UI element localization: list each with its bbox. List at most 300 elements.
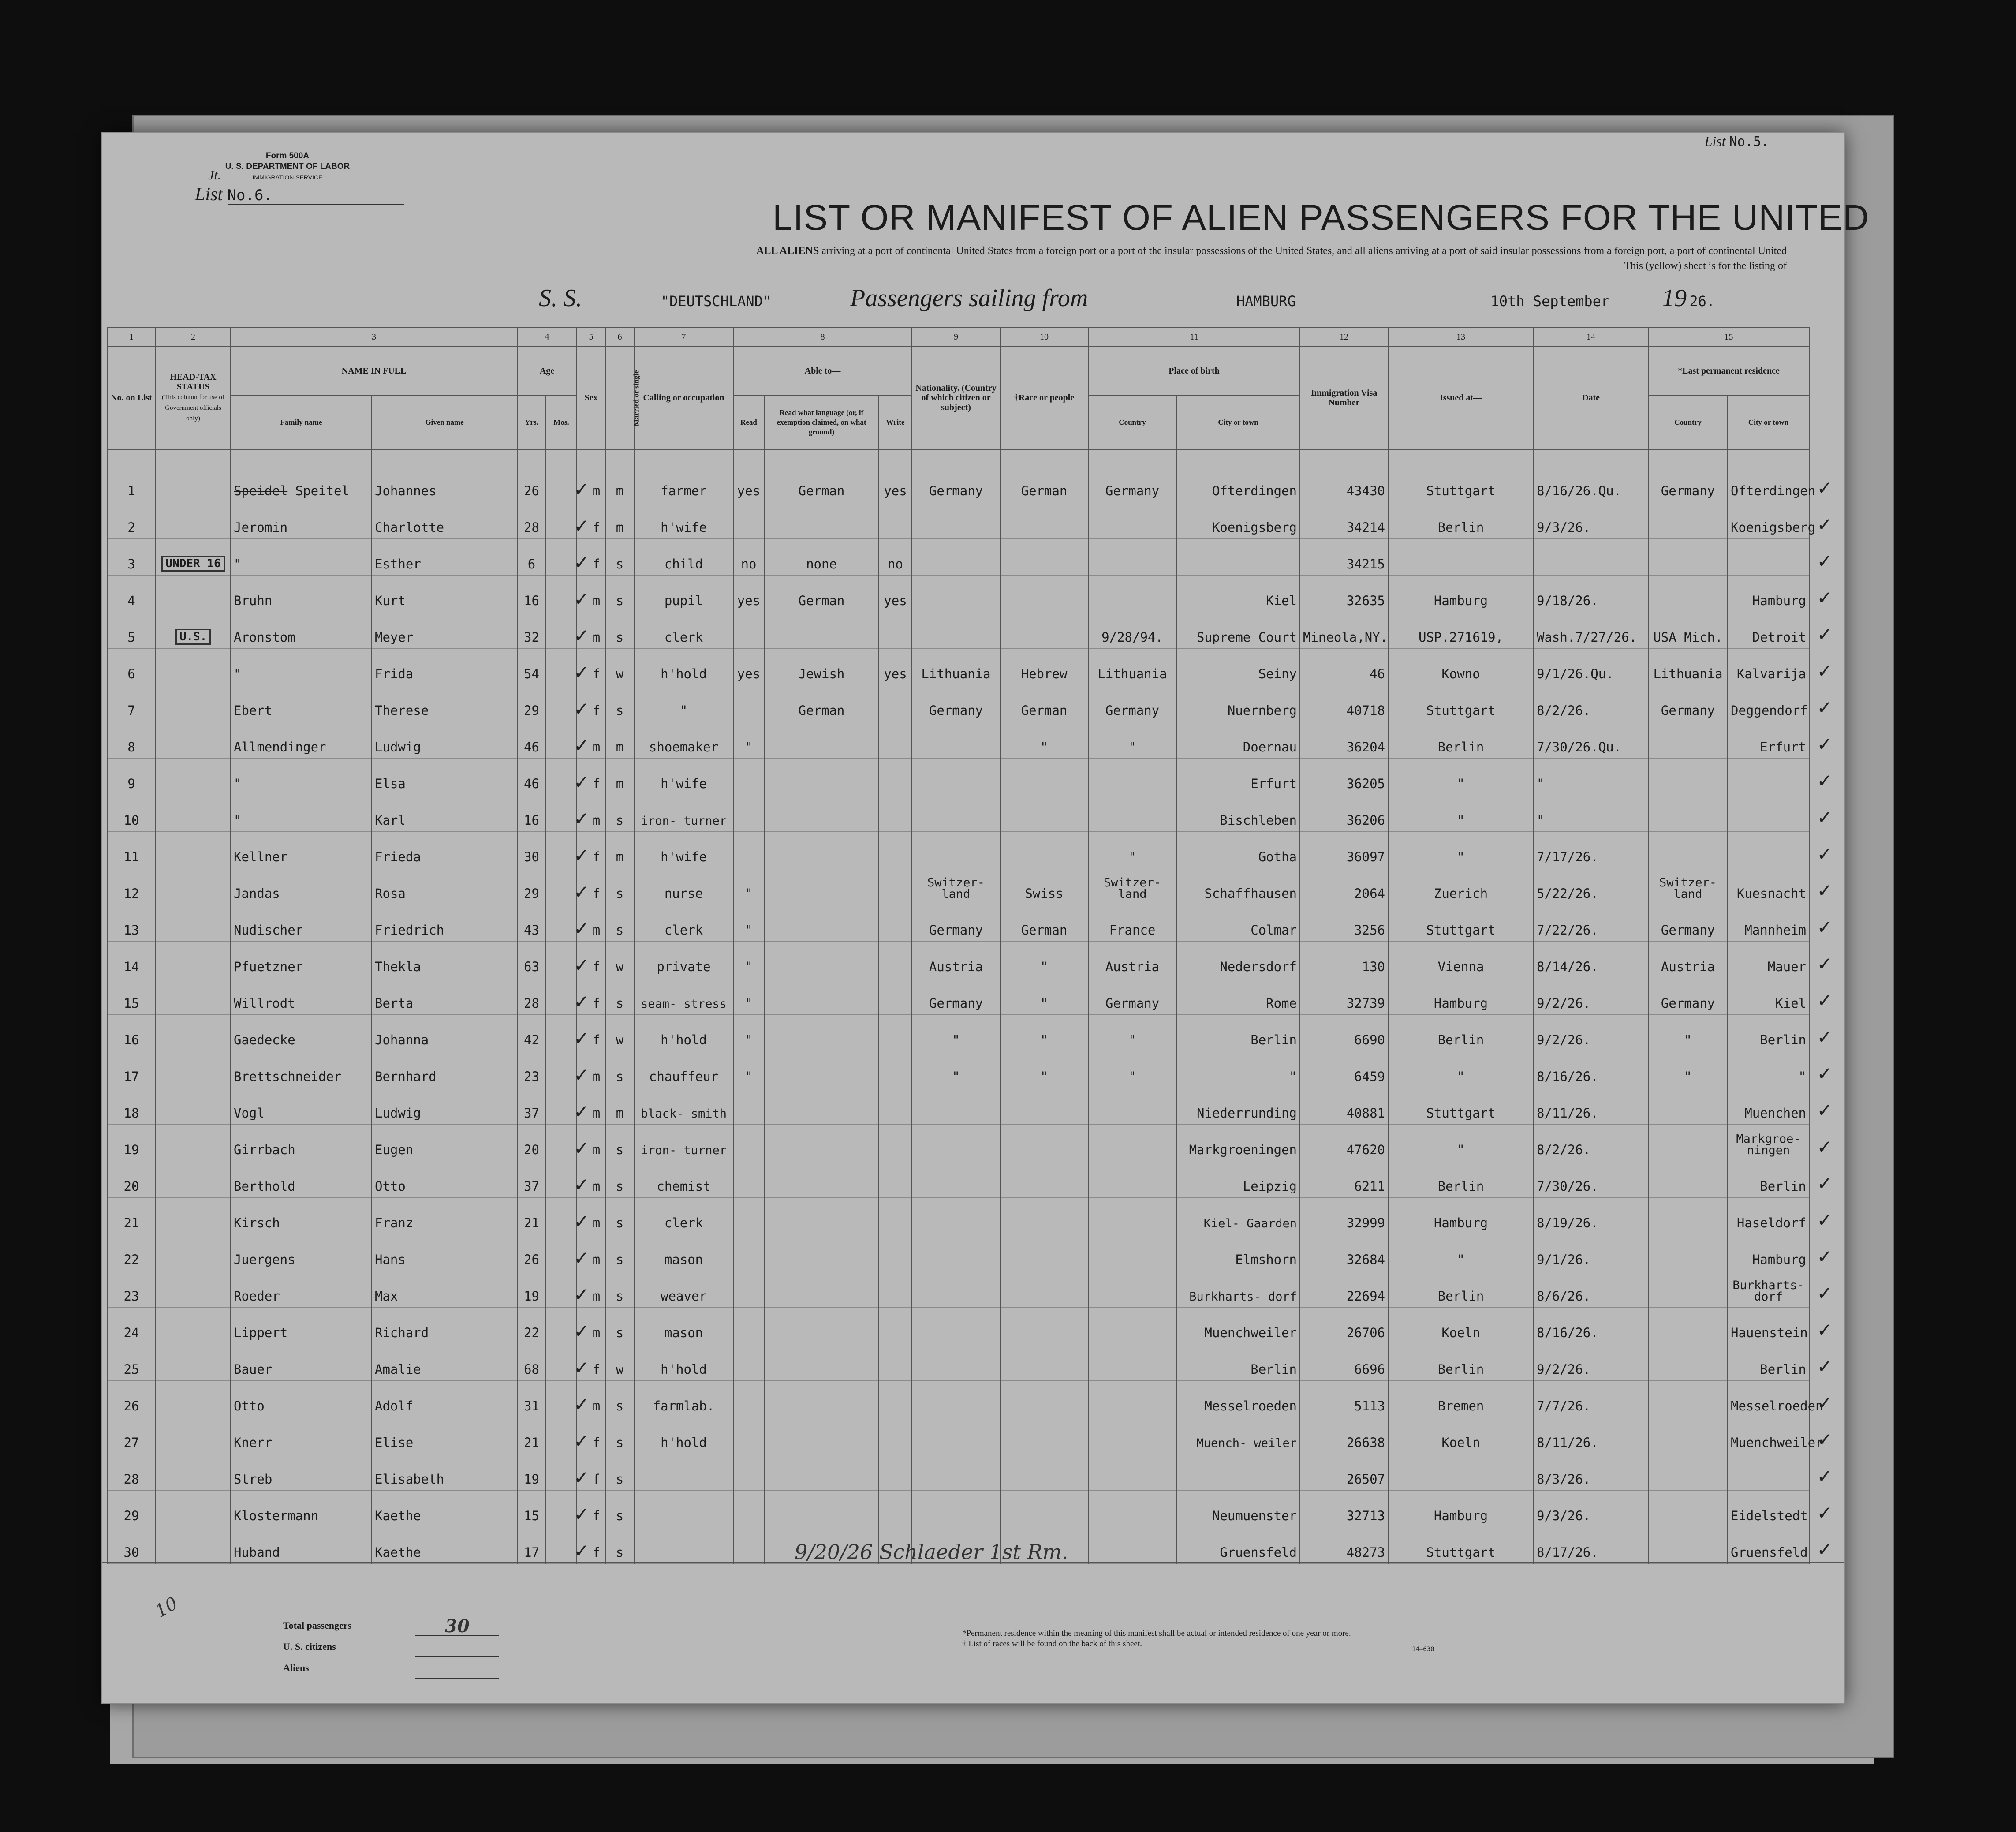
cell-no <box>107 1417 156 1454</box>
cell-nationality <box>912 1088 1000 1125</box>
cell-yrs <box>517 1308 546 1344</box>
b-country-value: " <box>1128 1032 1136 1047</box>
cell-nationality <box>912 1454 1000 1491</box>
cell-ms <box>605 1344 634 1381</box>
check-mark-icon: ✓ <box>574 735 590 756</box>
cell-given <box>372 1015 517 1051</box>
b-city-value: Niederrunding <box>1197 1106 1297 1121</box>
write-value: yes <box>884 483 907 498</box>
no-value: 6 <box>127 666 135 681</box>
cell-r-city <box>1728 612 1809 649</box>
cell-sex <box>574 978 605 1015</box>
no-value: 4 <box>127 593 135 608</box>
r-city-value: Hamburg <box>1752 1252 1807 1267</box>
vdate-value: 7/17/26. <box>1537 849 1598 864</box>
cell-r-country <box>1648 502 1728 539</box>
visa-value: 32684 <box>1346 1252 1385 1267</box>
cell-r-city <box>1728 502 1816 539</box>
vdate-value: 8/19/26. <box>1537 1215 1598 1230</box>
cell-head-tax <box>156 942 231 978</box>
vdate-value: 9/1/26.Qu. <box>1537 666 1614 681</box>
calling-value: black- smith <box>640 1107 727 1121</box>
cell-b-city <box>1176 649 1300 685</box>
cell-yrs <box>517 1198 546 1234</box>
cell-race <box>1000 1381 1088 1417</box>
visa-value: 40881 <box>1346 1106 1385 1121</box>
cell-ms <box>605 832 634 868</box>
cell-calling <box>634 1271 733 1308</box>
no-value: 17 <box>123 1069 139 1084</box>
cell-calling <box>634 576 733 612</box>
cell-ms <box>605 1381 634 1417</box>
cell-calling <box>634 1491 733 1527</box>
family-name: Gaedecke <box>234 1032 295 1047</box>
cell-family-name <box>231 1308 372 1344</box>
cell-b-country <box>1088 1417 1176 1454</box>
cell-race <box>1000 502 1088 539</box>
read-value: " <box>745 886 753 901</box>
cell-calling <box>634 1088 733 1125</box>
cell-no <box>107 1125 156 1161</box>
cell-race <box>1000 1234 1088 1271</box>
cell-visa <box>1300 832 1388 868</box>
cell-r-city <box>1728 539 1809 576</box>
cell-calling <box>634 1527 733 1564</box>
margin-check <box>1809 612 1840 649</box>
margin-check <box>1809 868 1840 905</box>
ms-value: s <box>616 1215 624 1230</box>
calling-value: clerk <box>664 630 703 645</box>
cell-nationality <box>912 1417 1000 1454</box>
cell-given <box>372 1308 517 1344</box>
cell-mos <box>546 1308 577 1344</box>
cell-yrs <box>517 1051 546 1088</box>
cell-visa <box>1300 685 1388 722</box>
b-city-value: Ofterdingen <box>1212 483 1297 498</box>
cell-r-city <box>1728 795 1809 832</box>
given-value: Kaethe <box>375 1545 421 1560</box>
b-city-value: Rome <box>1266 996 1297 1011</box>
sex-value: f <box>592 1508 601 1523</box>
cell-issued <box>1388 1051 1534 1088</box>
cell-write <box>879 832 912 868</box>
calling-value: h'wife <box>661 849 707 864</box>
cell-b-country <box>1088 832 1176 868</box>
cell-yrs <box>517 1527 546 1564</box>
given-value: Elisabeth <box>375 1472 444 1487</box>
cell-sex <box>574 795 605 832</box>
check-mark-icon: ✓ <box>1817 660 1833 682</box>
cell-language <box>764 942 879 978</box>
cell-language <box>764 1308 879 1344</box>
cell-r-country <box>1648 868 1728 905</box>
check-mark-icon: ✓ <box>1817 1502 1833 1524</box>
cell-mos <box>546 685 577 722</box>
cell-head-tax <box>156 1417 231 1454</box>
table-row <box>107 1198 1840 1234</box>
calling-value: h'hold <box>661 1032 707 1047</box>
cell-sex <box>574 612 605 649</box>
visa-value: 6459 <box>1354 1069 1385 1084</box>
page-title: LIST OR MANIFEST OF ALIEN PASSENGERS FOR THE UNITED <box>773 198 1870 238</box>
issued-at-header: Issued at— <box>1388 346 1534 449</box>
sailing-label: Passengers sailing from <box>850 284 1088 312</box>
yrs-value: 17 <box>524 1545 539 1560</box>
no-value: 9 <box>127 776 135 791</box>
cell-vdate <box>1534 1271 1648 1308</box>
yrs-value: 37 <box>524 1179 539 1194</box>
cell-b-city <box>1176 722 1300 759</box>
no-value: 2 <box>127 520 135 535</box>
cell-calling <box>634 1198 733 1234</box>
cell-read <box>733 1527 764 1564</box>
no-value: 5 <box>127 630 135 645</box>
given-name-header: Given name <box>372 396 517 449</box>
b-city-value: Erfurt <box>1251 776 1297 791</box>
cell-b-country <box>1088 978 1176 1015</box>
margin-check <box>1809 649 1840 685</box>
total-passengers-row <box>283 1615 499 1636</box>
cell-b-country <box>1088 576 1176 612</box>
read-value: " <box>745 923 753 938</box>
given-value: Elsa <box>375 776 406 791</box>
r-city-value: Kalvarija <box>1736 666 1807 681</box>
cell-b-city <box>1176 685 1300 722</box>
cell-language <box>764 978 879 1015</box>
cell-vdate <box>1534 795 1648 832</box>
cell-b-city <box>1176 449 1300 502</box>
cell-visa <box>1300 1161 1388 1198</box>
language-value: German <box>798 703 845 718</box>
r-country-value: Germany <box>1661 703 1715 718</box>
cell-calling <box>634 905 733 942</box>
cell-mos <box>546 832 577 868</box>
yrs-value: 29 <box>524 703 539 718</box>
cell-b-country <box>1088 612 1176 649</box>
cell-b-city <box>1176 942 1300 978</box>
cell-vdate <box>1534 685 1648 722</box>
cell-yrs <box>517 1234 546 1271</box>
family-name: " <box>234 557 242 572</box>
cell-ms <box>605 1125 634 1161</box>
cell-language <box>764 649 879 685</box>
issued-value: Berlin <box>1437 1289 1484 1304</box>
cell-head-tax <box>156 722 231 759</box>
cell-language <box>764 1234 879 1271</box>
r-city-value: Muenchen <box>1744 1106 1807 1121</box>
margin-check <box>1809 1015 1840 1051</box>
check-mark-icon: ✓ <box>574 1137 590 1159</box>
ss-label: S. S. <box>539 284 582 312</box>
nationality-value: Germany <box>929 483 983 498</box>
write-value: no <box>888 557 903 572</box>
column-number: 6 <box>605 328 634 346</box>
calling-value: mason <box>664 1325 703 1340</box>
table-row <box>107 905 1840 942</box>
ms-value: s <box>616 1472 624 1487</box>
cell-vdate <box>1534 832 1648 868</box>
cell-r-country <box>1648 612 1728 649</box>
column-number: 3 <box>231 328 517 346</box>
cell-no <box>107 832 156 868</box>
cell-b-country <box>1088 1051 1176 1088</box>
b-country-value: 9/28/94. <box>1101 630 1163 645</box>
cell-r-country <box>1648 759 1728 795</box>
cell-calling <box>634 449 733 502</box>
cell-nationality <box>912 1491 1000 1527</box>
r-city-value: Kiel <box>1775 996 1807 1011</box>
cell-head-tax <box>156 1198 231 1234</box>
cell-issued <box>1388 1381 1534 1417</box>
cell-sex <box>574 1344 605 1381</box>
r-country-value: " <box>1684 1069 1692 1084</box>
cell-b-country <box>1088 1015 1176 1051</box>
issued-value: Hamburg <box>1434 1215 1488 1230</box>
cell-r-city <box>1728 685 1809 722</box>
cell-yrs <box>517 1088 546 1125</box>
vdate-value: 9/1/26. <box>1537 1252 1591 1267</box>
table-row <box>107 1491 1840 1527</box>
given-value: Ludwig <box>375 740 421 755</box>
cell-r-city <box>1728 1308 1809 1344</box>
margin-check <box>1809 942 1840 978</box>
no-value: 25 <box>123 1362 139 1377</box>
cell-b-country <box>1088 1308 1176 1344</box>
cell-write <box>879 1381 912 1417</box>
cell-mos <box>546 1234 577 1271</box>
manifest-table <box>107 327 1840 1564</box>
family-name: Klostermann <box>234 1508 319 1523</box>
family-name: Streb <box>234 1472 273 1487</box>
vdate-value: 8/2/26. <box>1537 703 1591 718</box>
cell-r-city <box>1728 1051 1809 1088</box>
ms-value: s <box>616 1289 624 1304</box>
calling-value: mason <box>664 1252 703 1267</box>
cell-visa <box>1300 1088 1388 1125</box>
cell-visa <box>1300 1381 1388 1417</box>
cell-head-tax <box>156 1234 231 1271</box>
cell-ms <box>605 1198 634 1234</box>
yrs-value: 21 <box>524 1435 539 1450</box>
yrs-value: 31 <box>524 1398 539 1413</box>
cell-head-tax <box>156 685 231 722</box>
married-header: Married or single <box>605 346 634 449</box>
cell-sex <box>574 905 605 942</box>
cell-issued <box>1388 1491 1534 1527</box>
b-city-value: Muench- weiler <box>1196 1436 1297 1450</box>
cell-mos <box>546 905 577 942</box>
year-prefix: 19 <box>1662 284 1687 312</box>
cell-nationality <box>912 612 1000 649</box>
cell-family-name <box>231 1417 372 1454</box>
r-city-value: Burkharts- dorf <box>1732 1279 1804 1304</box>
cell-no <box>107 649 156 685</box>
cell-given <box>372 1088 517 1125</box>
cell-race <box>1000 905 1088 942</box>
cell-issued <box>1388 759 1534 795</box>
cell-calling <box>634 1015 733 1051</box>
cell-nationality <box>912 1015 1000 1051</box>
us-citizens-label: U. S. citizens <box>283 1641 336 1652</box>
cell-language <box>764 502 879 539</box>
cell-read <box>733 722 764 759</box>
cell-b-city <box>1176 1527 1300 1564</box>
check-mark-icon: ✓ <box>1817 1392 1833 1414</box>
check-mark-icon: ✓ <box>1817 1026 1833 1048</box>
given-value: Hans <box>375 1252 406 1267</box>
table-row <box>107 1088 1840 1125</box>
cell-r-city <box>1728 1491 1809 1527</box>
cell-r-city <box>1728 576 1809 612</box>
cell-mos <box>546 1015 577 1051</box>
cell-r-country <box>1648 795 1728 832</box>
cell-vdate <box>1534 1308 1648 1344</box>
cell-given <box>372 1527 517 1564</box>
r-country-value: " <box>1684 1032 1692 1047</box>
cell-issued <box>1388 1308 1534 1344</box>
cell-b-country <box>1088 795 1176 832</box>
vdate-value: " <box>1537 813 1545 828</box>
cell-b-country <box>1088 1234 1176 1271</box>
residence-city-header: City or town <box>1728 396 1809 449</box>
visa-value: 40718 <box>1346 703 1385 718</box>
cell-calling <box>634 1051 733 1088</box>
r-country-value: USA Mich. <box>1653 630 1723 645</box>
cell-vdate <box>1534 905 1648 942</box>
table-row <box>107 1051 1840 1088</box>
visa-value: 2064 <box>1354 886 1385 901</box>
cell-ms <box>605 1454 634 1491</box>
cell-visa <box>1300 905 1388 942</box>
cell-b-city <box>1176 978 1300 1015</box>
table-row <box>107 868 1840 905</box>
check-mark-icon: ✓ <box>574 552 590 573</box>
cell-given <box>372 1198 517 1234</box>
cell-r-country <box>1648 1125 1728 1161</box>
cell-mos <box>546 978 577 1015</box>
cell-r-country <box>1648 1527 1728 1564</box>
page-subtitle <box>446 243 1787 273</box>
cell-ms <box>605 1051 634 1088</box>
b-city-value: Muenchweiler <box>1204 1325 1297 1340</box>
table-row <box>107 612 1840 649</box>
cell-calling <box>634 1161 733 1198</box>
cell-nationality <box>912 1271 1000 1308</box>
cell-write <box>879 1344 912 1381</box>
nationality-header: Nationality. (Country of which citizen or subject) <box>912 346 1000 449</box>
cell-head-tax <box>156 1491 231 1527</box>
cell-head-tax <box>156 449 231 502</box>
subtitle-line2: This (yellow) sheet is for the listing of <box>1624 260 1787 272</box>
b-city-value: Nuernberg <box>1227 703 1297 718</box>
subtitle-text: arriving at a port of continental United States from a foreign port or a port of the insular possessions of the United States, and all aliens arriving at a port of said insular possessions from a foreign port, a port of continental United <box>821 245 1787 257</box>
calling-value: clerk <box>664 923 703 938</box>
visa-value: 34215 <box>1346 557 1385 572</box>
column-number-row <box>107 328 1840 346</box>
ms-value: s <box>616 1069 624 1084</box>
check-mark-icon: ✓ <box>1817 1538 1833 1560</box>
cell-r-country <box>1648 1417 1728 1454</box>
yrs-value: 19 <box>524 1472 539 1487</box>
cell-issued <box>1388 1161 1534 1198</box>
cell-write <box>879 612 912 649</box>
check-mark-icon: ✓ <box>574 991 590 1013</box>
cell-given <box>372 1234 517 1271</box>
cell-mos <box>546 1088 577 1125</box>
issued-value: Berlin <box>1437 740 1484 755</box>
race-value: " <box>1040 996 1048 1011</box>
table-row <box>107 795 1840 832</box>
cell-family-name <box>231 1161 372 1198</box>
cell-b-city <box>1176 795 1300 832</box>
race-value: " <box>1040 740 1048 755</box>
ms-value: m <box>616 740 624 755</box>
cell-b-country <box>1088 1454 1176 1491</box>
margin-check <box>1809 1271 1840 1308</box>
cell-b-city <box>1176 1491 1300 1527</box>
sex-value: f <box>592 557 601 572</box>
sex-value: m <box>592 630 601 645</box>
cell-family-name <box>231 1015 372 1051</box>
cell-head-tax <box>156 1344 231 1381</box>
cell-issued <box>1388 978 1534 1015</box>
check-mark-icon: ✓ <box>574 1101 590 1122</box>
ms-value: s <box>616 1179 624 1194</box>
cell-visa <box>1300 795 1388 832</box>
aliens-value <box>415 1678 499 1679</box>
cell-write <box>879 978 912 1015</box>
race-value: Hebrew <box>1021 666 1068 681</box>
cell-visa <box>1300 722 1388 759</box>
cell-calling <box>634 1417 733 1454</box>
sex-value: f <box>592 1545 601 1560</box>
issued-value: Vienna <box>1437 959 1484 974</box>
cell-issued <box>1388 449 1534 502</box>
cell-r-city <box>1728 759 1809 795</box>
yrs-value: 6 <box>527 557 536 572</box>
cell-calling <box>634 759 733 795</box>
cell-b-country <box>1088 1344 1176 1381</box>
cell-vdate <box>1534 502 1648 539</box>
vdate-value: 9/2/26. <box>1537 996 1591 1011</box>
cell-b-city <box>1176 1051 1300 1088</box>
cell-read <box>733 449 764 502</box>
r-country-value: Austria <box>1661 959 1715 974</box>
margin-check <box>1809 1125 1840 1161</box>
subtitle-bold: ALL ALIENS <box>756 245 819 257</box>
cell-mos <box>546 1527 577 1564</box>
issued-value: Hamburg <box>1434 1508 1488 1523</box>
calling-value: seam- stress <box>640 997 727 1011</box>
check-mark-icon: ✓ <box>574 1064 590 1086</box>
cell-b-country <box>1088 1381 1176 1417</box>
family-name: Vogl <box>234 1106 265 1121</box>
cell-no <box>107 759 156 795</box>
list-number-right <box>1705 133 1769 150</box>
cell-r-country <box>1648 832 1728 868</box>
cell-family-name <box>231 1491 372 1527</box>
cell-write <box>879 1161 912 1198</box>
check-mark-icon: ✓ <box>1817 587 1833 609</box>
cell-race <box>1000 1198 1088 1234</box>
table-row <box>107 1454 1840 1491</box>
cell-given <box>372 942 517 978</box>
cell-race <box>1000 1454 1088 1491</box>
cell-write <box>879 795 912 832</box>
cell-head-tax <box>156 905 231 942</box>
struck-family-name: Speidel <box>234 483 288 498</box>
cell-yrs <box>517 1161 546 1198</box>
